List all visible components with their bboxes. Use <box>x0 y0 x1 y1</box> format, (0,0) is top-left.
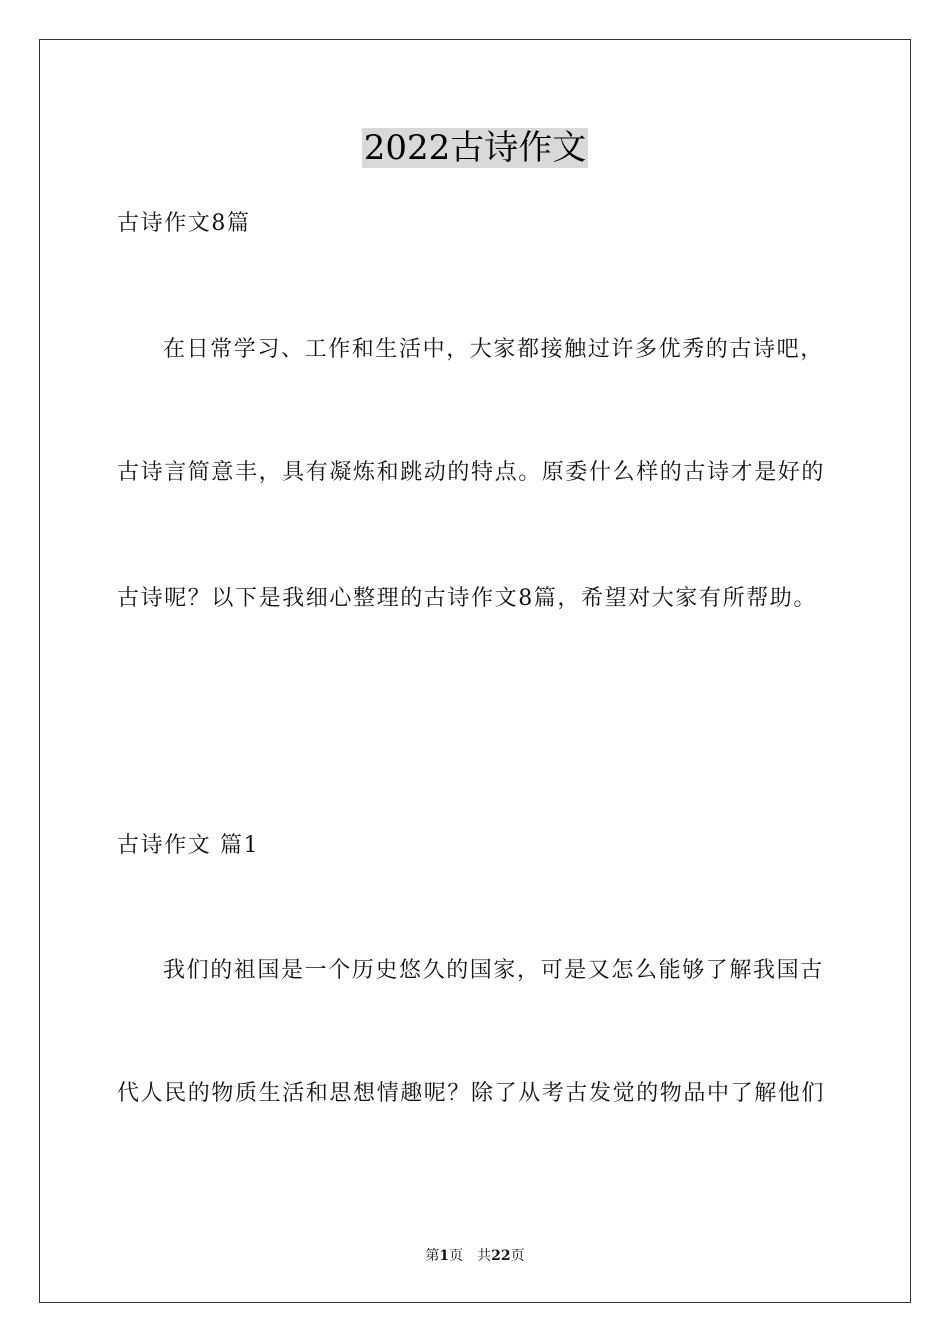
title-container <box>0 128 950 168</box>
intro-paragraph-line-1: 在日常学习、工作和生活中，大家都接触过许多优秀的古诗吧， <box>163 337 824 362</box>
section-heading: 古诗作文 篇1 <box>117 833 260 858</box>
intro-paragraph-line-3: 古诗呢？以下是我细心整理的古诗作文8篇，希望对大家有所帮助。 <box>117 586 817 611</box>
document-subtitle: 古诗作文8篇 <box>117 211 251 236</box>
section-paragraph-line-1: 我们的祖国是一个历史悠久的国家，可是又怎么能够了解我国古 <box>163 958 824 983</box>
footer-total-pages: 22 <box>491 1248 511 1264</box>
footer-mid: 页 共 <box>449 1248 492 1264</box>
document-title: 2022古诗作文 <box>363 128 587 168</box>
section-paragraph-line-2: 代人民的物质生活和思想情趣呢？除了从考古发觉的物品中了解他们 <box>117 1081 826 1106</box>
footer-current-page: 1 <box>439 1248 450 1264</box>
page-footer <box>0 1247 950 1265</box>
intro-paragraph-line-2: 古诗言简意丰，具有凝炼和跳动的特点。原委什么样的古诗才是好的 <box>117 460 826 485</box>
footer-prefix: 第 <box>425 1248 440 1264</box>
footer-suffix: 页 <box>510 1248 525 1264</box>
